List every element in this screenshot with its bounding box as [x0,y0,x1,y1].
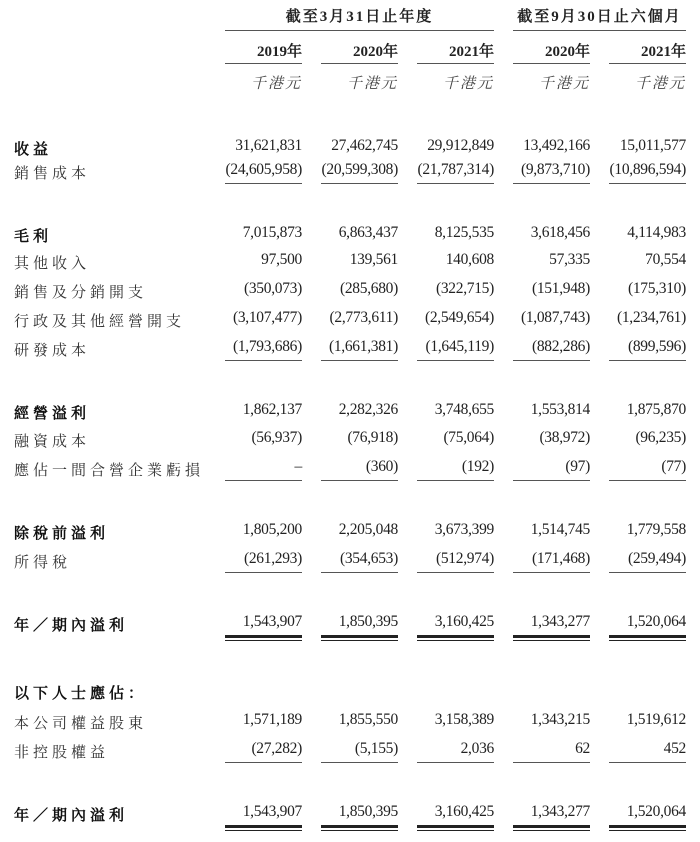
row-value: 13,492,166 [523,137,590,154]
year-header: 2020年 [544,44,590,60]
row-value: 15,011,577 [619,137,686,154]
row-value: (882,286) [532,338,590,355]
row-label: 應佔一間合營企業虧損 [14,461,205,479]
row-label: 其他收入 [14,254,91,272]
subtotal-rule [513,572,590,573]
subtotal-rule [417,360,494,361]
row-value: (2,773,611) [329,309,398,326]
row-value: (350,073) [244,280,302,297]
subtotal-rule [321,480,398,481]
row-value: 1,519,612 [626,711,686,728]
row-value: (76,918) [347,429,398,446]
row-value: 3,160,425 [434,803,494,820]
total-double-rule [609,635,686,642]
row-value: (56,937) [251,429,302,446]
subtotal-rule [513,762,590,763]
year-header: 2021年 [640,44,686,60]
row-value: 3,673,399 [434,521,494,538]
row-value: 1,343,215 [530,711,590,728]
subtotal-rule [609,360,686,361]
row-value: 1,571,189 [242,711,302,728]
row-label: 本公司權益股東 [14,714,148,732]
total-double-rule [225,635,302,642]
row-value: 3,618,456 [530,224,590,241]
subtotal-rule [609,480,686,481]
subtotal-rule [609,572,686,573]
row-label: 年／期內溢利 [14,616,129,634]
row-value: 1,543,907 [242,803,302,820]
total-double-rule [225,825,302,832]
row-value: 4,114,983 [627,224,686,241]
row-label: 研發成本 [14,341,91,359]
row-value: (1,234,761) [616,309,686,326]
group-header-six-months: 截至9月30日止六個月 [517,9,682,25]
unit-label: 千港元 [538,76,590,92]
row-label: 收益 [14,140,53,158]
year-header: 2019年 [256,44,302,60]
row-value: 8,125,535 [434,224,494,241]
group-header-rule [513,30,686,31]
row-value: 2,282,326 [338,401,398,418]
row-value: (77) [661,458,686,475]
subtotal-rule [417,762,494,763]
subtotal-rule [225,360,302,361]
subtotal-rule [321,360,398,361]
row-value: 70,554 [645,251,686,268]
row-value: (20,599,308) [321,161,398,178]
total-double-rule [609,825,686,832]
row-value: 1,779,558 [626,521,686,538]
row-value: (899,596) [628,338,686,355]
row-value: (38,972) [539,429,590,446]
subtotal-rule [609,183,686,184]
row-value: 1,543,907 [242,613,302,630]
row-value: 1,514,745 [530,521,590,538]
unit-label: 千港元 [442,76,494,92]
row-value: 1,850,395 [338,803,398,820]
row-value: 7,015,873 [242,224,302,241]
subtotal-rule [225,480,302,481]
row-value: 3,158,389 [434,711,494,728]
row-value: 62 [575,740,590,757]
subtotal-rule [417,480,494,481]
total-double-rule [417,825,494,832]
row-value: 1,875,870 [626,401,686,418]
unit-label: 千港元 [346,76,398,92]
row-value: 57,335 [549,251,590,268]
row-value: 2,205,048 [338,521,398,538]
row-value: (3,107,477) [232,309,302,326]
row-label: 毛利 [14,227,53,245]
row-value: (21,787,314) [417,161,494,178]
subtotal-rule [417,572,494,573]
row-value: (175,310) [628,280,686,297]
row-value: 1,805,200 [242,521,302,538]
subtotal-rule [225,183,302,184]
row-value: (259,494) [628,550,686,567]
subtotal-rule [513,183,590,184]
year-rule [609,63,686,64]
row-value: (1,661,381) [328,338,398,355]
row-value: (96,235) [635,429,686,446]
row-label: 年／期內溢利 [14,806,129,824]
row-value: (1,087,743) [520,309,590,326]
row-value: 1,553,814 [530,401,590,418]
row-value: (1,793,686) [232,338,302,355]
row-value: (171,468) [532,550,590,567]
row-value: (10,896,594) [609,161,686,178]
group-header-rule [225,30,494,31]
row-value: (75,064) [443,429,494,446]
year-rule [513,63,590,64]
total-double-rule [513,635,590,642]
row-value: (354,653) [340,550,398,567]
subtotal-rule [513,360,590,361]
row-value: 3,748,655 [434,401,494,418]
total-double-rule [321,825,398,832]
row-value: 29,912,849 [427,137,494,154]
total-double-rule [417,635,494,642]
row-value: 140,608 [445,251,494,268]
row-value: (9,873,710) [520,161,590,178]
row-value: (512,974) [436,550,494,567]
row-value: (261,293) [244,550,302,567]
year-header: 2021年 [448,44,494,60]
subtotal-rule [417,183,494,184]
row-value: (360) [365,458,398,475]
row-label: 融資成本 [14,432,91,450]
subtotal-rule [321,183,398,184]
row-value: 452 [663,740,686,757]
unit-label: 千港元 [250,76,302,92]
row-label: 銷售成本 [14,164,91,182]
row-value: (97) [565,458,590,475]
subtotal-rule [513,480,590,481]
row-value: 1,520,064 [626,803,686,820]
row-value: 1,343,277 [530,613,590,630]
row-label: 銷售及分銷開支 [14,283,148,301]
row-label: 以下人士應佔： [14,684,148,702]
row-value: (322,715) [436,280,494,297]
row-value: – [294,458,302,475]
row-label: 非控股權益 [14,743,110,761]
row-value: 3,160,425 [434,613,494,630]
row-value: 1,343,277 [530,803,590,820]
row-value: 31,621,831 [235,137,302,154]
group-header-fiscal-year: 截至3月31日止年度 [285,9,434,25]
row-label: 行政及其他經營開支 [14,312,186,330]
row-value: 1,855,550 [338,711,398,728]
year-rule [417,63,494,64]
row-value: (1,645,119) [425,338,494,355]
total-double-rule [321,635,398,642]
row-value: 1,862,137 [242,401,302,418]
row-value: 97,500 [261,251,302,268]
row-value: (192) [461,458,494,475]
row-value: 27,462,745 [331,137,398,154]
year-rule [225,63,302,64]
row-value: (24,605,958) [225,161,302,178]
row-value: 1,520,064 [626,613,686,630]
subtotal-rule [321,572,398,573]
row-value: (285,680) [340,280,398,297]
year-rule [321,63,398,64]
row-value: 1,850,395 [338,613,398,630]
subtotal-rule [321,762,398,763]
subtotal-rule [225,762,302,763]
year-header: 2020年 [352,44,398,60]
subtotal-rule [225,572,302,573]
subtotal-rule [609,762,686,763]
row-label: 除稅前溢利 [14,524,110,542]
row-value: 139,561 [349,251,398,268]
row-value: 6,863,437 [338,224,398,241]
row-value: (151,948) [532,280,590,297]
total-double-rule [513,825,590,832]
row-value: (2,549,654) [424,309,494,326]
unit-label: 千港元 [634,76,686,92]
row-label: 經營溢利 [14,404,91,422]
row-label: 所得稅 [14,553,72,571]
row-value: (27,282) [251,740,302,757]
row-value: 2,036 [460,740,494,757]
row-value: (5,155) [354,740,398,757]
